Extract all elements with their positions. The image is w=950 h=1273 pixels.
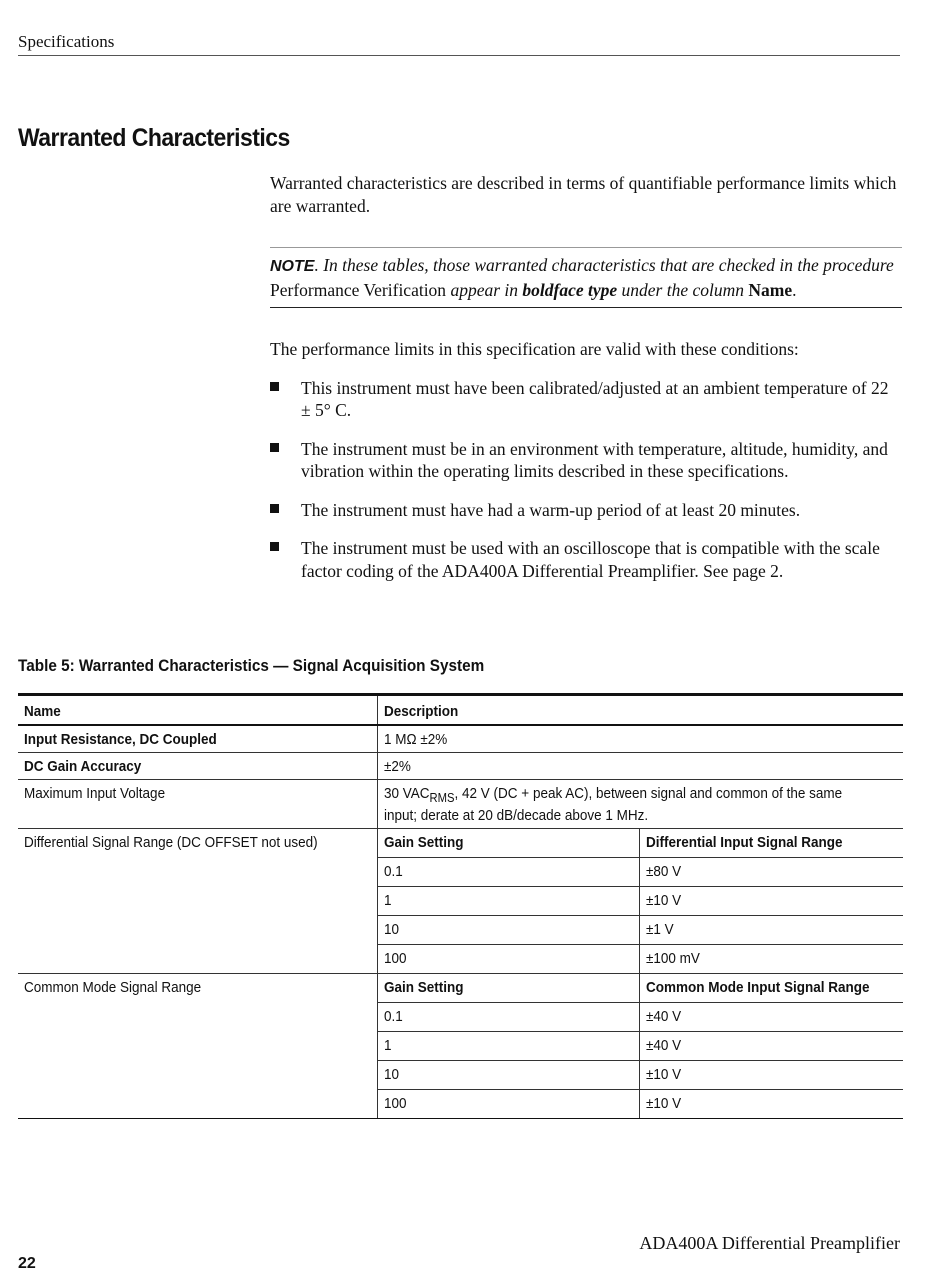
row-name: Maximum Input Voltage — [18, 780, 377, 829]
gain-value: 100 — [377, 945, 639, 974]
footer-title: ADA400A Differential Preamplifier — [639, 1233, 900, 1253]
gain-value: 0.1 — [377, 858, 639, 887]
gain-value: 1 — [377, 1032, 639, 1061]
subheader-gain-setting: Gain Setting — [377, 829, 639, 858]
note-box — [270, 247, 902, 308]
conditions-list — [270, 377, 902, 583]
list-item — [270, 438, 902, 483]
row-description: ±2% — [377, 753, 903, 780]
note-text: appear in — [446, 279, 523, 300]
condition-text: This instrument must have been calibrated/adjusted at an ambient temperature of 22 ± 5° C. — [301, 377, 889, 420]
note-text: . In these tables, those warranted characteristics that are checked in the procedure — [314, 255, 894, 275]
square-bullet-icon — [270, 504, 279, 513]
note-column-name: Name — [748, 279, 793, 300]
table-header-row — [18, 695, 903, 726]
gain-value: 0.1 — [377, 1003, 639, 1032]
range-value: ±10 V — [639, 1061, 903, 1090]
square-bullet-icon — [270, 443, 279, 452]
range-value: ±100 mV — [639, 945, 903, 974]
row-name: Differential Signal Range (DC OFFSET not used) — [18, 829, 377, 974]
row-name: DC Gain Accuracy — [18, 753, 377, 780]
subheader-gain-setting: Gain Setting — [377, 974, 639, 1003]
table-row — [18, 780, 903, 829]
range-value: ±10 V — [639, 1090, 903, 1119]
square-bullet-icon — [270, 542, 279, 551]
page-title: Warranted Characteristics — [18, 124, 290, 152]
gain-value: 1 — [377, 887, 639, 916]
range-value: ±40 V — [639, 1032, 903, 1061]
note-end: . — [792, 279, 797, 300]
condition-text: The instrument must be in an environment with temperature, altitude, humidity, and vibration within the operating limits described in these specifications. — [301, 438, 888, 481]
gain-value: 10 — [377, 916, 639, 945]
conditions-lead: The performance limits in this specification are valid with these conditions: — [270, 339, 799, 359]
subheader-signal-range: Differential Input Signal Range — [639, 829, 903, 858]
table-row — [18, 753, 903, 780]
gain-value: 10 — [377, 1061, 639, 1090]
intro-paragraph: Warranted characteristics are described in terms of quantifiable performance limits which are warranted. — [270, 173, 897, 216]
note-procedure-name: Performance Verification — [270, 279, 447, 300]
range-value: ±40 V — [639, 1003, 903, 1032]
table-row — [18, 829, 903, 858]
range-value: ±10 V — [639, 887, 903, 916]
note-boldface: boldface type — [522, 279, 618, 300]
column-header-description: Description — [377, 695, 903, 726]
table-caption: Table 5: Warranted Characteristics — Signal Acquisition System — [18, 656, 485, 675]
row-description: 30 $VAC_{RMS}$, 42 V (DC + peak AC), between signal and common of the same input; derate at 20 dB/decade above 1 MHz. — [377, 780, 903, 829]
note-text: under the column — [617, 279, 749, 300]
body-column — [270, 172, 902, 598]
row-name: Input Resistance, DC Coupled — [18, 725, 377, 753]
row-name: Common Mode Signal Range — [18, 974, 377, 1119]
condition-text: The instrument must have had a warm-up period of at least 20 minutes. — [301, 499, 801, 520]
running-header: Specifications — [18, 32, 115, 51]
column-header-name: Name — [18, 695, 377, 726]
list-item — [270, 499, 902, 522]
range-value: ±1 V — [639, 916, 903, 945]
list-item — [270, 377, 902, 422]
spec-table — [18, 693, 903, 1119]
range-value: ±80 V — [639, 858, 903, 887]
header-rule — [18, 55, 900, 56]
condition-text: The instrument must be used with an oscilloscope that is compatible with the scale factor coding of the ADA400A Differential Preamplifier. See page 2. — [301, 538, 880, 581]
gain-value: 100 — [377, 1090, 639, 1119]
table-row — [18, 725, 903, 753]
list-item — [270, 537, 902, 582]
note-label: NOTE — [270, 258, 315, 275]
page-number: 22 — [18, 1255, 36, 1272]
square-bullet-icon — [270, 382, 279, 391]
table-row — [18, 974, 903, 1003]
subheader-signal-range: Common Mode Input Signal Range — [639, 974, 903, 1003]
row-description: 1 MΩ ±2% — [377, 725, 903, 753]
